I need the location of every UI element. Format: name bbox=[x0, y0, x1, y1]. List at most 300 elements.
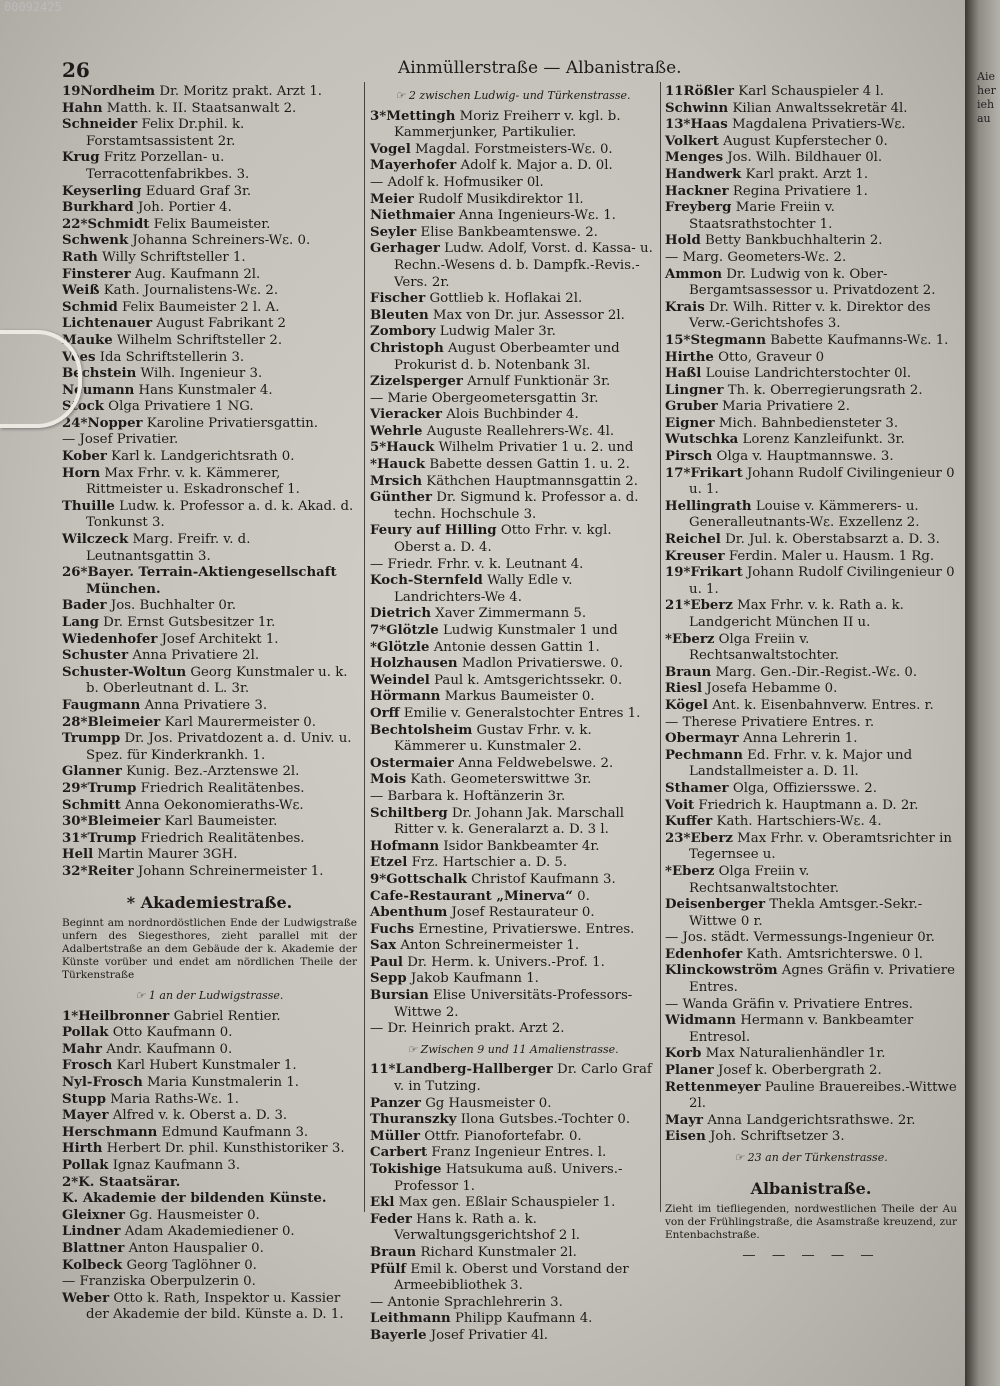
directory-entry bbox=[370, 955, 656, 972]
directory-entry bbox=[62, 101, 357, 118]
resident-name: Hirthe bbox=[665, 349, 714, 365]
resident-name: Hofmann bbox=[370, 838, 440, 854]
entry-details: Dr. Sigmund k. Professor a. d. techn. Hochschule 3. bbox=[394, 490, 639, 522]
house-number: 11 bbox=[665, 84, 684, 99]
entry-details: Christof Kaufmann 3. bbox=[471, 871, 616, 887]
entry-details: Johann Schreinermeister 1. bbox=[137, 863, 324, 879]
resident-name: Weiß bbox=[62, 283, 100, 299]
directory-entry bbox=[62, 1125, 357, 1142]
entry-details: — Antonie Sprachlehrerin 3. bbox=[370, 1294, 563, 1310]
entry-details: Adolf k. Major a. D. 0l. bbox=[460, 158, 613, 174]
directory-entry bbox=[665, 864, 957, 897]
directory-entry bbox=[62, 283, 357, 300]
entry-details: Maria Raths-Wε. 1. bbox=[110, 1091, 239, 1107]
directory-entry bbox=[665, 233, 957, 250]
scan-id: 00092425 bbox=[4, 0, 62, 14]
entry-details: Ludwig Maler 3r. bbox=[439, 324, 556, 340]
directory-entry bbox=[665, 997, 957, 1014]
entry-details: Magdalena Privatiers-Wε. bbox=[731, 117, 906, 133]
column-divider bbox=[364, 82, 365, 1212]
resident-name: Horn bbox=[62, 465, 101, 481]
resident-name: Bayer. Terrain-Aktiengesellschaft München. bbox=[86, 565, 337, 597]
resident-name: Gruber bbox=[665, 399, 718, 415]
resident-name: Weindel bbox=[370, 672, 430, 688]
entry-details: Max Frhr. v. k. Rath a. k. Landgericht München II u. bbox=[689, 598, 904, 630]
resident-name: Wilczeck bbox=[62, 532, 129, 548]
entry-details: Alois Buchbinder 4. bbox=[446, 407, 579, 423]
entry-details: Max Frhr. v. k. Kämmerer, Rittmeister u. Eskadronschef 1. bbox=[86, 465, 300, 498]
resident-name: Ammon bbox=[665, 266, 722, 282]
street-title: * Akademiestraße. bbox=[126, 892, 293, 912]
entry-details: Isidor Bankbeamter 4r. bbox=[443, 838, 600, 854]
directory-entry bbox=[665, 632, 957, 665]
resident-name: Panzer bbox=[370, 1095, 421, 1111]
resident-name: Herschmann bbox=[62, 1124, 158, 1140]
resident-name: Sthamer bbox=[665, 780, 729, 796]
entry-details: Franz Ingenieur Entres. l. bbox=[431, 1145, 607, 1161]
entry-details: Ernestine, Privatierswe. Entres. bbox=[418, 921, 635, 937]
directory-entry bbox=[62, 814, 357, 831]
entry-details: Louise Landrichterstochter 0l. bbox=[705, 366, 912, 382]
directory-entry bbox=[370, 872, 656, 889]
entry-details: Anna Privatiere 2l. bbox=[132, 648, 260, 664]
resident-name: Niethmaier bbox=[370, 208, 455, 224]
resident-name: Lichtenauer bbox=[62, 316, 153, 332]
directory-entry bbox=[665, 134, 957, 151]
adjacent-page-text: Aieheriehau bbox=[977, 70, 996, 125]
directory-entry bbox=[665, 416, 957, 433]
entry-details: — Therese Privatiere Entres. r. bbox=[665, 714, 875, 730]
resident-name: Wutschka bbox=[665, 432, 739, 448]
directory-entry bbox=[665, 1063, 957, 1080]
resident-name: Krais bbox=[665, 299, 705, 315]
entry-details: Ant. k. Eisenbahnverw. Entres. r. bbox=[712, 697, 934, 713]
directory-entry bbox=[665, 250, 957, 267]
entry-details: Ida Schriftstellerin 3. bbox=[99, 349, 245, 365]
directory-entry bbox=[665, 665, 957, 682]
house-number: 11* bbox=[370, 1062, 396, 1078]
resident-name: Braun bbox=[665, 664, 712, 680]
house-number: 21* bbox=[665, 598, 691, 614]
entry-details: Wilhelm Privatier 1 u. 2. und bbox=[438, 440, 634, 456]
entry-details: Kilian Anwaltssekretär 4l. bbox=[732, 100, 908, 116]
entry-details: Anton Schreinermeister 1. bbox=[400, 938, 580, 954]
directory-entry bbox=[665, 897, 957, 930]
resident-name: Bechtolsheim bbox=[370, 722, 473, 738]
directory-entry bbox=[62, 1092, 357, 1109]
directory-entry bbox=[62, 648, 357, 665]
directory-entry bbox=[370, 407, 656, 424]
resident-name: K. Staatsärar. bbox=[78, 1174, 181, 1190]
directory-entry bbox=[370, 523, 656, 556]
directory-entry bbox=[62, 632, 357, 649]
directory-entry bbox=[370, 291, 656, 308]
resident-name: Kober bbox=[62, 449, 107, 465]
directory-entry bbox=[665, 466, 957, 499]
directory-entry bbox=[665, 449, 957, 466]
resident-name: Ekl bbox=[370, 1195, 395, 1211]
entry-details: Mich. Bahnbediensteter 3. bbox=[718, 415, 899, 431]
entry-details: Madlon Privatierswe. 0. bbox=[461, 656, 623, 672]
house-number: * bbox=[665, 631, 672, 647]
resident-name: Vees bbox=[62, 349, 96, 365]
entry-details: Johann Rudolf Civilingenieur 0 u. 1. bbox=[689, 465, 955, 498]
directory-entry bbox=[370, 623, 656, 640]
entry-details: — Barbara k. Hoftänzerin 3r. bbox=[370, 788, 566, 804]
resident-name: Eigner bbox=[665, 415, 715, 431]
entry-details: Fritz Porzellan- u. Terracottenfabrikbes. 3. bbox=[86, 150, 250, 182]
entry-details: Markus Baumeister 0. bbox=[444, 689, 595, 705]
directory-entry bbox=[62, 1241, 357, 1258]
directory-entry bbox=[62, 184, 357, 201]
directory-entry bbox=[370, 474, 656, 491]
entry-details: — Jos. städt. Vermessungs-Ingenieur 0r. bbox=[665, 930, 935, 946]
entry-details: Jakob Kaufmann 1. bbox=[410, 971, 539, 987]
directory-entry bbox=[62, 499, 357, 532]
resident-name: Fischer bbox=[370, 291, 426, 307]
resident-name: Bleimeier bbox=[87, 714, 161, 730]
entry-details: — Friedr. Frhr. v. k. Leutnant 4. bbox=[370, 556, 584, 572]
directory-entry bbox=[665, 499, 957, 532]
resident-name: Volkert bbox=[665, 133, 719, 149]
resident-name: Thuille bbox=[62, 498, 115, 514]
resident-name: Planer bbox=[665, 1063, 714, 1079]
entry-details: Otto k. Rath, Inspektor u. Kassier der Akademie der bild. Künste a. D. 1. bbox=[86, 1290, 344, 1323]
resident-name: Weber bbox=[62, 1290, 110, 1306]
entry-details: Adam Akademiediener 0. bbox=[124, 1224, 295, 1240]
directory-entry bbox=[370, 855, 656, 872]
resident-name: Edenhofer bbox=[665, 946, 743, 962]
resident-name: Nyl-Frosch bbox=[62, 1075, 143, 1091]
directory-entry bbox=[370, 656, 656, 673]
resident-name: Thuranszky bbox=[370, 1112, 457, 1128]
resident-name: Pechmann bbox=[665, 747, 743, 763]
entry-details: Otto Kaufmann 0. bbox=[112, 1025, 233, 1041]
house-number: * bbox=[665, 863, 672, 879]
entry-details: Louise v. Kämmerers- u. Generalleutnants-Wε. Exzellenz 2. bbox=[689, 498, 920, 531]
entry-details: Kath. Hartschiers-Wε. 4. bbox=[716, 814, 882, 830]
directory-entry bbox=[665, 930, 957, 947]
directory-entry bbox=[62, 1258, 357, 1275]
entry-details: Betty Bankbuchhalterin 2. bbox=[705, 233, 883, 249]
column-left bbox=[62, 84, 357, 1324]
directory-entry bbox=[370, 1112, 656, 1129]
entry-details: — Josef Privatier. bbox=[62, 432, 179, 448]
directory-entry bbox=[370, 1129, 656, 1146]
adjacent-page-edge bbox=[965, 0, 1000, 1386]
directory-entry bbox=[62, 84, 357, 101]
house-number: 31* bbox=[62, 830, 88, 846]
resident-name: Nordheim bbox=[80, 84, 156, 99]
directory-entry bbox=[665, 383, 957, 400]
resident-name: Schmitt bbox=[62, 797, 121, 813]
entry-details: Felix Baumeister 2 l. A. bbox=[122, 299, 280, 315]
entry-details: Käthchen Hauptmannsgattin 2. bbox=[426, 473, 638, 489]
entry-details: Th. k. Oberregierungsrath 2. bbox=[727, 382, 923, 398]
house-number: 5* bbox=[370, 440, 387, 456]
resident-name: Frikart bbox=[690, 465, 743, 481]
resident-name: Mayerhofer bbox=[370, 158, 457, 174]
entry-details: Antonie dessen Gattin 1. bbox=[433, 639, 600, 655]
house-number: 17* bbox=[665, 465, 691, 481]
entry-details: Ottfr. Pianofortefabr. 0. bbox=[424, 1128, 582, 1144]
directory-entry bbox=[370, 606, 656, 623]
directory-entry bbox=[62, 233, 357, 250]
entry-details: Max Naturalienhändler 1r. bbox=[705, 1046, 886, 1062]
directory-entry bbox=[370, 225, 656, 242]
resident-name: Schuster-Woltun bbox=[62, 664, 187, 680]
directory-entry bbox=[665, 267, 957, 300]
entry-details: Wilhelm Schriftsteller 2. bbox=[116, 332, 283, 348]
house-number: 15* bbox=[665, 332, 691, 348]
directory-entry bbox=[62, 117, 357, 150]
entry-details: Dr. Ludwig von k. Ober-Bergamtsassessor u. Privatdozent 2. bbox=[689, 266, 936, 299]
directory-entry bbox=[665, 715, 957, 732]
entry-details: Kath. Journalistens-Wε. 2. bbox=[103, 283, 279, 299]
directory-entry bbox=[665, 117, 957, 134]
directory-entry bbox=[665, 184, 957, 201]
resident-name: Hellingrath bbox=[665, 498, 752, 514]
entry-details: Hatsukuma auß. Univers.-Professor 1. bbox=[394, 1162, 623, 1194]
entry-details: Dr. Jos. Privatdozent a. d. Univ. u. Spez. für Kinderkrankh. 1. bbox=[86, 731, 352, 763]
resident-name: Hauck bbox=[386, 440, 435, 456]
directory-entry bbox=[62, 731, 357, 764]
directory-entry bbox=[370, 905, 656, 922]
directory-entry bbox=[370, 341, 656, 374]
resident-name: Wiedenhofer bbox=[62, 631, 158, 647]
directory-entry bbox=[62, 217, 357, 234]
street-description: Zieht im tiefliegenden, nordwestlichen Theile der Au von der Frühlingstraße, die Asamstraße kreuzend, zur Entenbachstraße. bbox=[665, 1203, 957, 1242]
entry-details: — Franziska Oberpulzerin 0. bbox=[62, 1274, 256, 1290]
running-header: Ainmüllerstraße — Albanistraße. bbox=[398, 58, 682, 78]
entry-details: Anna Oekonomieraths-Wε. bbox=[125, 797, 304, 813]
resident-name: Günther bbox=[370, 490, 432, 506]
entry-details: Anna Lehrerin 1. bbox=[743, 731, 858, 747]
resident-name: Lang bbox=[62, 615, 99, 630]
entry-details: Ludw. k. Professor a. d. k. Akad. d. Tonkunst 3. bbox=[86, 498, 354, 531]
entry-details: Johann Rudolf Civilingenieur 0 u. 1. bbox=[689, 565, 955, 597]
entry-details: Hans k. Rath a. k. Verwaltungsgerichtshof 2 l. bbox=[394, 1211, 581, 1244]
resident-name: Dietrich bbox=[370, 606, 432, 622]
entry-details: Joh. Schriftsetzer 3. bbox=[710, 1129, 845, 1145]
resident-name: Carbert bbox=[370, 1145, 428, 1161]
resident-name: Stegmann bbox=[690, 332, 766, 348]
directory-entry bbox=[665, 399, 957, 416]
resident-name: Mrsich bbox=[370, 473, 423, 489]
entry-details: Olga Privatiere 1 NG. bbox=[108, 399, 254, 415]
entry-details: Hans Kunstmaler 4. bbox=[138, 382, 273, 398]
resident-name: Hackner bbox=[665, 183, 729, 199]
entry-details: Max Frhr. v. Oberamtsrichter in Tegernsee u. bbox=[689, 830, 952, 863]
directory-entry bbox=[370, 1245, 656, 1262]
entry-details: Thekla Amtsger.-Sekr.-Wittwe 0 r. bbox=[689, 897, 923, 929]
resident-name: Rettenmeyer bbox=[665, 1079, 761, 1095]
directory-entry bbox=[62, 1075, 357, 1092]
house-number: 29* bbox=[62, 780, 88, 796]
directory-entry bbox=[665, 748, 957, 781]
resident-name: Pirsch bbox=[665, 449, 713, 465]
resident-name: Schuster bbox=[62, 648, 129, 664]
entry-details: Dr. Jul. k. Oberstabsarzt a. D. 3. bbox=[725, 532, 940, 548]
directory-entry bbox=[370, 889, 656, 906]
directory-entry bbox=[62, 316, 357, 333]
resident-name: Haßl bbox=[665, 366, 702, 382]
entry-details: Georg Taglöhner 0. bbox=[126, 1257, 257, 1273]
entry-details: Josef Privatier 4l. bbox=[430, 1327, 548, 1343]
directory-entry bbox=[370, 1295, 656, 1312]
cross-street-note: ☞ 2 zwischen Ludwig- und Türkenstrasse. bbox=[395, 89, 631, 102]
entry-details: Friedrich Realitätenbes. bbox=[140, 780, 305, 796]
resident-name: Landberg-Hallberger bbox=[395, 1062, 553, 1078]
resident-name: Pfülf bbox=[370, 1261, 407, 1277]
entry-details: Ferdin. Maler u. Hausm. 1 Rg. bbox=[728, 548, 935, 564]
directory-entry bbox=[665, 814, 957, 831]
directory-entry bbox=[370, 673, 656, 690]
entry-details: Otto Frhr. v. kgl. Oberst a. D. 4. bbox=[394, 523, 612, 556]
directory-entry bbox=[62, 598, 357, 615]
entry-details: Dr. Moritz prakt. Arzt 1. bbox=[159, 84, 323, 99]
entry-details: Anna Landgerichtsrathswe. 2r. bbox=[707, 1112, 916, 1128]
entry-details: Felix Baumeister. bbox=[153, 216, 271, 232]
entry-details: Karl Baumeister. bbox=[164, 814, 278, 830]
resident-name: Meier bbox=[370, 191, 414, 207]
resident-name: Stupp bbox=[62, 1091, 107, 1107]
directory-entry bbox=[370, 457, 656, 474]
directory-entry bbox=[370, 308, 656, 325]
directory-entry bbox=[665, 963, 957, 996]
resident-name: Orff bbox=[370, 705, 400, 721]
house-number: * bbox=[370, 639, 377, 655]
resident-name: Korb bbox=[665, 1046, 702, 1062]
entry-details: Richard Kunstmaler 2l. bbox=[420, 1244, 577, 1260]
resident-name: Lindner bbox=[62, 1224, 121, 1240]
directory-entry bbox=[370, 938, 656, 955]
entry-details: Karl Hubert Kunstmaler 1. bbox=[116, 1058, 297, 1074]
directory-entry bbox=[62, 1175, 357, 1192]
resident-name: Widmann bbox=[665, 1013, 737, 1029]
entry-details: — Wanda Gräfin v. Privatiere Entres. bbox=[665, 996, 913, 1012]
directory-entry bbox=[665, 798, 957, 815]
entry-details: Emil k. Oberst und Vorstand der Armeebibliothek 3. bbox=[394, 1261, 629, 1294]
entry-details: Friedrich Realitätenbes. bbox=[140, 830, 305, 846]
resident-name: Schneider bbox=[62, 117, 138, 133]
entry-details: Gottlieb k. Hoflakai 2l. bbox=[429, 291, 583, 307]
directory-entry bbox=[62, 831, 357, 848]
entry-details: Matth. k. II. Staatsanwalt 2. bbox=[106, 100, 297, 116]
directory-entry bbox=[62, 847, 357, 864]
entry-details: Xaver Zimmermann 5. bbox=[435, 606, 587, 622]
entry-details: Willy Schriftsteller 1. bbox=[102, 249, 246, 265]
directory-entry bbox=[665, 598, 957, 631]
entry-details: Olga Freiin v. Rechtsanwaltstochter. bbox=[689, 631, 839, 664]
directory-entry bbox=[665, 350, 957, 367]
directory-entry bbox=[665, 681, 957, 698]
entry-details: Gg. Hausmeister 0. bbox=[129, 1207, 260, 1223]
resident-name: Feury auf Hilling bbox=[370, 523, 497, 539]
resident-name: Braun bbox=[370, 1244, 417, 1260]
entry-details: Olga Freiin v. Rechtsanwaltstochter. bbox=[689, 863, 839, 896]
page-number: 26 bbox=[62, 58, 90, 82]
directory-entry bbox=[665, 1080, 957, 1113]
entry-details: Jos. Buchhalter 0r. bbox=[110, 598, 236, 614]
resident-name: Mahr bbox=[62, 1041, 103, 1057]
directory-entry bbox=[370, 756, 656, 773]
resident-name: Blattner bbox=[62, 1241, 125, 1256]
directory-entry bbox=[665, 831, 957, 864]
resident-name: Trump bbox=[87, 830, 137, 846]
entry-details: Pauline Brauereibes.-Wittwe 2l. bbox=[689, 1079, 957, 1112]
resident-name: Hauck bbox=[376, 457, 426, 473]
entry-details: Karl k. Landgerichtsrath 0. bbox=[111, 449, 295, 465]
entry-details: Marg. Gen.-Dir.-Regist.-Wε. 0. bbox=[715, 664, 918, 680]
entry-details: — Marg. Geometers-Wε. 2. bbox=[665, 249, 847, 265]
directory-entry bbox=[370, 324, 656, 341]
entry-details: Regina Privatiere 1. bbox=[732, 183, 868, 199]
directory-entry bbox=[370, 208, 656, 225]
resident-name: Menges bbox=[665, 150, 724, 166]
resident-name: Schwenk bbox=[62, 233, 129, 249]
resident-name: Rößler bbox=[683, 84, 735, 99]
entry-details: Lorenz Kanzleifunkt. 3r. bbox=[742, 432, 905, 448]
entry-details: Herbert Dr. phil. Kunsthistoriker 3. bbox=[106, 1141, 345, 1157]
entry-details: Karoline Privatiersgattin. bbox=[146, 415, 318, 431]
resident-name: Zizelsperger bbox=[370, 374, 463, 390]
resident-name: Schmidt bbox=[87, 216, 150, 232]
column-divider bbox=[660, 82, 661, 1212]
resident-name: Nopper bbox=[87, 415, 143, 431]
resident-name: Sax bbox=[370, 938, 397, 954]
resident-name: Bayerle bbox=[370, 1327, 427, 1343]
resident-name: Rath bbox=[62, 249, 98, 265]
directory-entry bbox=[665, 731, 957, 748]
directory-entry bbox=[370, 772, 656, 789]
directory-entry bbox=[370, 109, 656, 142]
directory-entry bbox=[62, 1141, 357, 1158]
entry-details: Max von Dr. jur. Assessor 2l. bbox=[432, 307, 625, 323]
resident-name: Burkhard bbox=[62, 200, 134, 216]
directory-entry bbox=[62, 798, 357, 815]
directory-entry bbox=[665, 549, 957, 566]
resident-name: Frikart bbox=[690, 565, 743, 581]
directory-entry bbox=[62, 1025, 357, 1042]
resident-name: Hell bbox=[62, 847, 94, 863]
resident-name: Kuffer bbox=[665, 814, 713, 830]
directory-entry bbox=[665, 200, 957, 233]
directory-entry bbox=[62, 1108, 357, 1125]
house-number: 32* bbox=[62, 863, 88, 879]
resident-name: Feder bbox=[370, 1211, 412, 1227]
resident-name: Leithmann bbox=[370, 1311, 451, 1327]
entry-details: Aug. Kaufmann 2l. bbox=[134, 266, 261, 282]
resident-name: Seyler bbox=[370, 224, 417, 240]
column-right bbox=[665, 84, 957, 1265]
directory-entry bbox=[370, 158, 656, 175]
directory-entry bbox=[370, 1062, 656, 1095]
directory-entry bbox=[665, 565, 957, 598]
resident-name: K. Akademie der bildenden Künste. bbox=[62, 1191, 327, 1207]
entry-details: Karl Schauspieler 4 l. bbox=[738, 84, 884, 99]
resident-name: Handwerk bbox=[665, 166, 742, 182]
resident-name: Freyberg bbox=[665, 200, 732, 216]
directory-entry bbox=[62, 698, 357, 715]
resident-name: Bleuten bbox=[370, 307, 429, 323]
directory-entry bbox=[62, 1208, 357, 1225]
entry-details: Dr. Johann Jak. Marschall Ritter v. k. Generalarzt a. D. 3 l. bbox=[394, 805, 625, 838]
directory-entry bbox=[62, 416, 357, 433]
entry-details: Elise Bankbeamtenswe. 2. bbox=[420, 224, 598, 240]
directory-entry bbox=[62, 665, 357, 698]
entry-details: Emilie v. Generalstochter Entres 1. bbox=[403, 705, 641, 721]
